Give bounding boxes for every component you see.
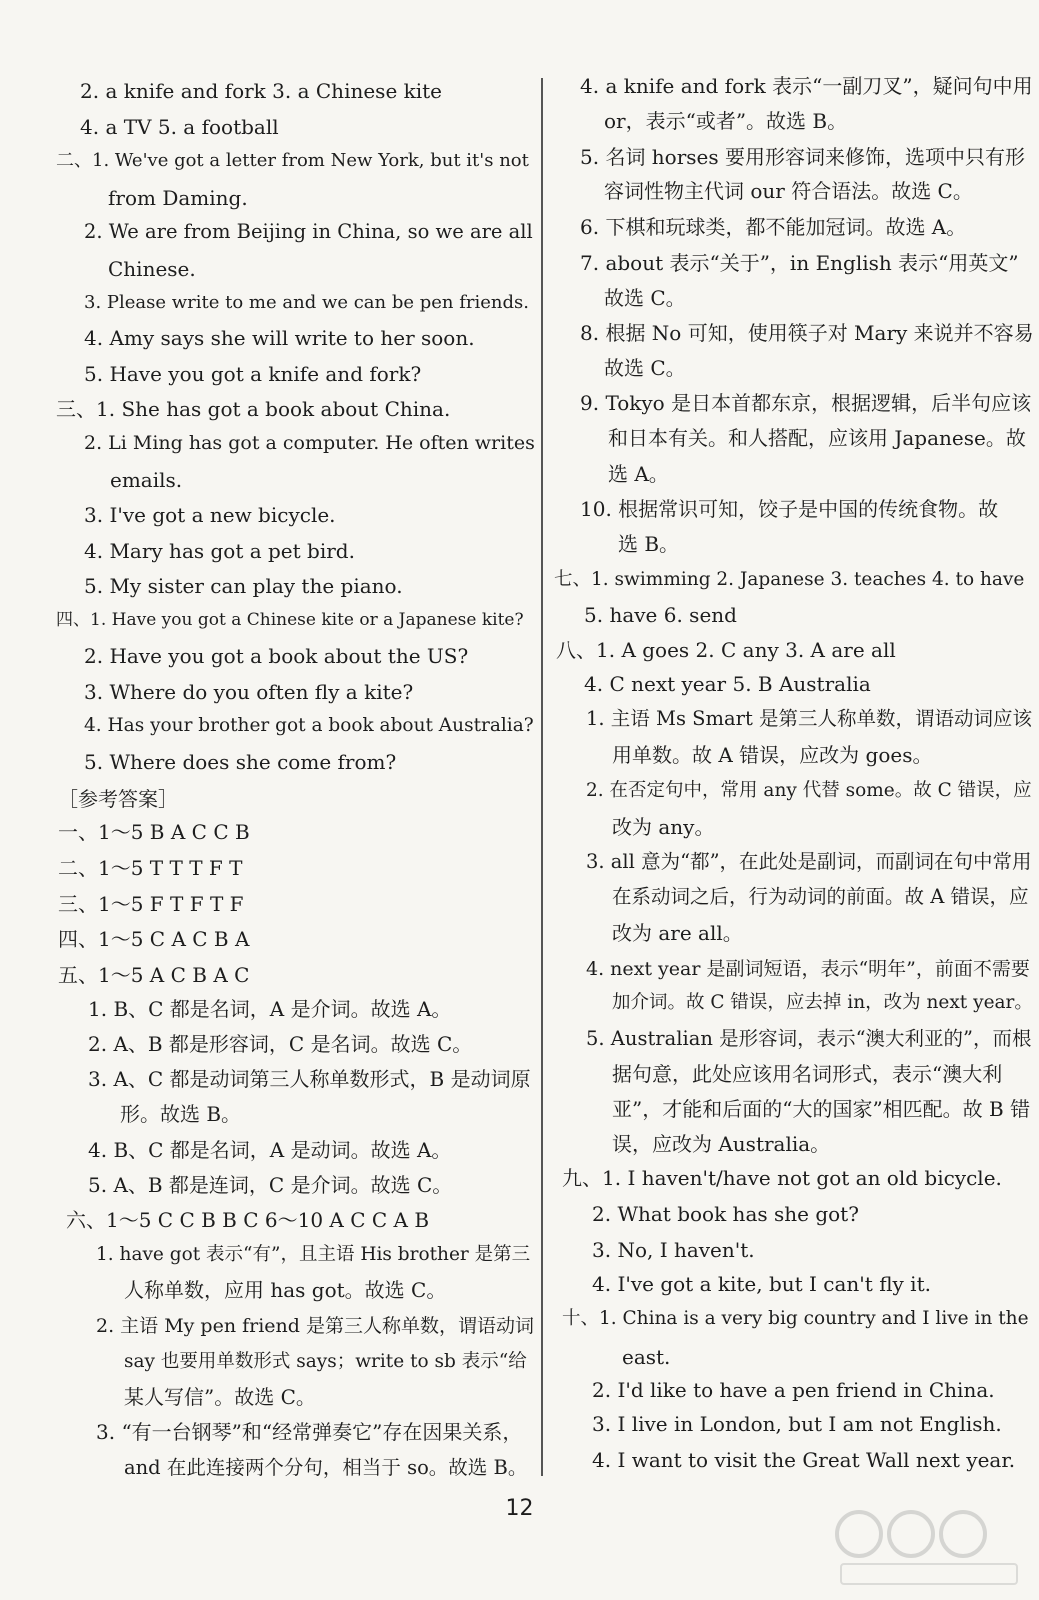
answer-line: 8. 根据 No 可知，使用筷子对 Mary 来说并不容易: [580, 321, 1034, 345]
answer-line: 误，应改为 Australia。: [612, 1132, 831, 1156]
answer-line: 3. I live in London, but I am not English.: [592, 1412, 1002, 1436]
answer-line: 5. have 6. send: [584, 603, 737, 627]
answer-line: 6. 下棋和玩球类，都不能加冠词。故选 A。: [580, 215, 967, 239]
answer-line: 三、1. She has got a book about China.: [56, 397, 451, 421]
answer-line: 亚”，才能和后面的“大的国家”相匹配。故 B 错: [612, 1097, 1031, 1121]
answer-line: 4. I want to visit the Great Wall next year.: [592, 1448, 1016, 1472]
answer-line: and 在此连接两个分句，相当于 so。故选 B。: [124, 1456, 528, 1479]
answer-line: 用单数。故 A 错误，应改为 goes。: [612, 743, 933, 767]
answer-line: 在系动词之后，行为动词的前面。故 A 错误，应: [612, 885, 1029, 908]
answer-line: 7. about 表示“关于”，in English 表示“用英文”: [580, 251, 1019, 275]
reference-answers-heading: ［参考答案］: [58, 787, 178, 811]
answer-line: 3. No, I haven't.: [592, 1238, 755, 1262]
answer-line: 2. A、B 都是形容词，C 是名词。故选 C。: [88, 1032, 473, 1056]
answer-line: 3. I've got a new bicycle.: [84, 503, 336, 527]
answer-line: 5. A、B 都是连词，C 是介词。故选 C。: [88, 1173, 453, 1197]
answer-line: 2. a knife and fork 3. a Chinese kite: [80, 79, 443, 103]
answer-line: 三、1～5 F T F T F: [58, 892, 244, 916]
answer-line: 九、1. I haven't/have not got an old bicycle.: [562, 1166, 1002, 1190]
answer-line: 2. We are from Beijing in China, so we are all: [84, 220, 533, 243]
answer-line: 5. My sister can play the piano.: [84, 574, 403, 598]
answer-line: 4. C next year 5. B Australia: [584, 672, 871, 696]
answer-line: 5. Have you got a knife and fork?: [84, 362, 422, 386]
answer-line: 3. “有一台钢琴”和“经常弹奏它”存在因果关系，: [96, 1420, 523, 1444]
answer-line: 加介词。故 C 错误，应去掉 in，改为 next year。: [612, 992, 1033, 1013]
answer-line: 二、1～5 T T T F T: [58, 856, 243, 880]
answer-line: 七、1. swimming 2. Japanese 3. teaches 4. to have: [554, 569, 1025, 590]
answer-line: or，表示“或者”。故选 B。: [604, 109, 848, 133]
answer-line: 五、1～5 A C B A C: [58, 963, 250, 987]
answer-line: 2. Have you got a book about the US?: [84, 644, 469, 668]
answer-line: 3. Please write to me and we can be pen friends.: [84, 292, 529, 313]
answer-line: 4. Mary has got a pet bird.: [84, 539, 355, 563]
answer-line: 4. I've got a kite, but I can't fly it.: [592, 1272, 931, 1296]
answer-line: 改为 any。: [612, 815, 715, 839]
answer-line: 3. A、C 都是动词第三人称单数形式，B 是动词原: [88, 1067, 531, 1091]
answer-line: 六、1～5 C C B B C 6～10 A C C A B: [66, 1208, 430, 1232]
answer-line: 4. a knife and fork 表示“一副刀叉”，疑问句中用: [580, 74, 1033, 98]
answer-line: east.: [622, 1345, 671, 1369]
answer-line: 容词性物主代词 our 符合语法。故选 C。: [604, 179, 973, 203]
answer-line: 选 A。: [608, 462, 669, 486]
answer-line: 某人写信”。故选 C。: [124, 1385, 316, 1409]
answer-line: 八、1. A goes 2. C any 3. A are all: [556, 638, 896, 662]
page-number: 12: [505, 1496, 534, 1521]
answer-line: 改为 are all。: [612, 921, 743, 945]
answer-line: 1. have got 表示“有”，且主语 His brother 是第三: [96, 1244, 531, 1265]
answer-line: 10. 根据常识可知，饺子是中国的传统食物。故: [580, 497, 999, 521]
answer-line: from Daming.: [108, 186, 248, 210]
answer-line: 故选 C。: [604, 286, 686, 310]
answer-line: 4. B、C 都是名词，A 是动词。故选 A。: [88, 1138, 452, 1162]
column-divider: [541, 78, 543, 1476]
answer-line: 4. Amy says she will write to her soon.: [84, 326, 475, 350]
answer-line: 2. I'd like to have a pen friend in China.: [592, 1378, 995, 1402]
answer-line: 二、1. We've got a letter from New York, but it's not: [56, 150, 529, 171]
answer-line: 1. 主语 Ms Smart 是第三人称单数，谓语动词应该: [586, 707, 1033, 730]
answer-line: 4. Has your brother got a book about Australia?: [84, 715, 534, 736]
answer-line: 和日本有关。和人搭配，应该用 Japanese。故: [608, 426, 1026, 450]
answer-line: 形。故选 B。: [120, 1102, 242, 1126]
answer-line: 十、1. China is a very big country and I live in the: [562, 1308, 1029, 1329]
answer-line: Chinese.: [108, 257, 196, 281]
answer-line: 4. next year 是副词短语，表示“明年”，前面不需要: [586, 958, 1030, 980]
answer-line: 2. Li Ming has got a computer. He often writes: [84, 432, 535, 454]
answer-line: 5. Australian 是形容词，表示“澳大利亚的”，而根: [586, 1027, 1032, 1050]
answer-line: 3. all 意为“都”，在此处是副词，而副词在句中常用: [586, 850, 1032, 873]
answer-line: 2. 在否定句中，常用 any 代替 some。故 C 错误，应: [586, 780, 1032, 801]
answer-line: 2. 主语 My pen friend 是第三人称单数，谓语动词: [96, 1315, 534, 1337]
answer-line: emails.: [110, 468, 183, 492]
answer-line: 四、1～5 C A C B A: [58, 927, 250, 951]
answer-line: 1. B、C 都是名词，A 是介词。故选 A。: [88, 997, 452, 1021]
answer-line: 人称单数，应用 has got。故选 C。: [124, 1278, 447, 1302]
answer-line: 据句意，此处应该用名词形式，表示“澳大利: [612, 1062, 1003, 1086]
answer-line: 9. Tokyo 是日本首都东京，根据逻辑，后半句应该: [580, 391, 1032, 415]
watermark-logo: [827, 1504, 1027, 1588]
answer-line: 一、1～5 B A C C B: [58, 820, 250, 844]
answer-line: 5. 名词 horses 要用形容词来修饰，选项中只有形: [580, 145, 1025, 169]
answer-line: 选 B。: [618, 532, 680, 556]
answer-line: 5. Where does she come from?: [84, 750, 397, 774]
answer-line: 3. Where do you often fly a kite?: [84, 680, 414, 704]
answer-line: 4. a TV 5. a football: [80, 115, 279, 139]
answer-line: 2. What book has she got?: [592, 1202, 859, 1226]
answer-line: 故选 C。: [604, 356, 686, 380]
answer-line: say 也要用单数形式 says；write to sb 表示“给: [124, 1351, 527, 1372]
answer-line: 四、1. Have you got a Chinese kite or a Japanese kite?: [56, 610, 524, 630]
